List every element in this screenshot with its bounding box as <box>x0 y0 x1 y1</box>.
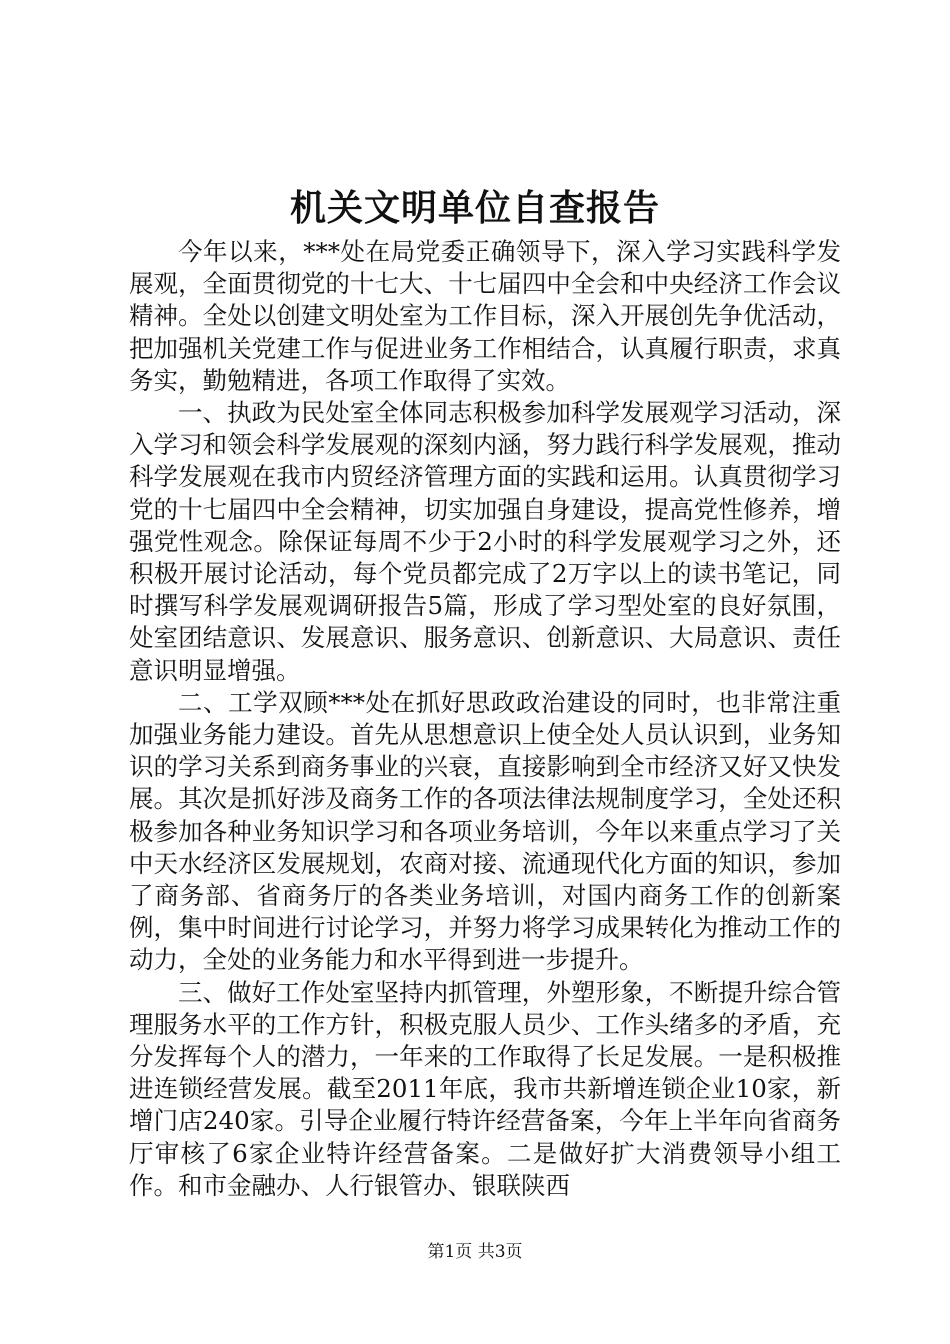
paragraph-intro: 今年以来，***处在局党委正确领导下，深入学习实践科学发展观，全面贯彻党的十七大、十七届四中全会和中央经济工作会议精神。全处以创建文明处室为工作目标，深入开展创先争优活动，把加强机关党建工作与促进业务工作相结合，认真履行职责，求真务实，勤勉精进，各项工作取得了实效。 <box>129 237 841 395</box>
document-title: 机关文明单位自查报告 <box>289 187 660 229</box>
paragraph-section-1: 一、执政为民处室全体同志积极参加科学发展观学习活动，深入学习和领会科学发展观的深刻内涵，努力践行科学发展观，推动科学发展观在我市内贸经济管理方面的实践和运用。认真贯彻学习党的十七届四中全会精神，切实加强自身建设，提高党性修养，增强党性观念。除保证每周不少于2小时的科学发展观学习之外，还积极开展讨论活动，每个党员都完成了2万字以上的读书笔记，同时撰写科学发展观调研报告5篇，形成了学习型处室的良好氛围，处室团结意识、发展意识、服务意识、创新意识、大局意识、责任意识明显增强。 <box>129 398 841 685</box>
paragraph-section-3: 三、做好工作处室坚持内抓管理，外塑形象，不断提升综合管理服务水平的工作方针，积极克服人员少、工作头绪多的矛盾，充分发挥每个人的潜力，一年来的工作取得了长足发展。一是积极推进连锁经营发展。截至2011年底，我市共新增连锁企业10家，新增门店240家。引导企业履行特许经营备案，今年上半年向省商务厅审核了6家企业特许经营备案。二是做好扩大消费领导小组工作。和市金融办、人行银管办、银联陕西 <box>129 977 841 1200</box>
page-number-footer: 第1页 共3页 <box>427 1242 523 1262</box>
document-body <box>129 236 841 1202</box>
paragraph-section-2: 二、工学双顾***处在抓好思政政治建设的同时，也非常注重加强业务能力建设。首先从思想意识上使全处人员认识到，业务知识的学习关系到商务事业的兴衰，直接影响到全市经济又好又快发展。其次是抓好涉及商务工作的各项法律法规制度学习，全处还积极参加各种业务知识学习和各项业务培训，今年以来重点学习了关中天水经济区发展规划，农商对接、流通现代化方面的知识，参加了商务部、省商务厅的各类业务培训，对国内商务工作的创新案例，集中时间进行讨论学习，并努力将学习成果转化为推动工作的动力，全处的业务能力和水平得到进一步提升。 <box>129 687 841 975</box>
